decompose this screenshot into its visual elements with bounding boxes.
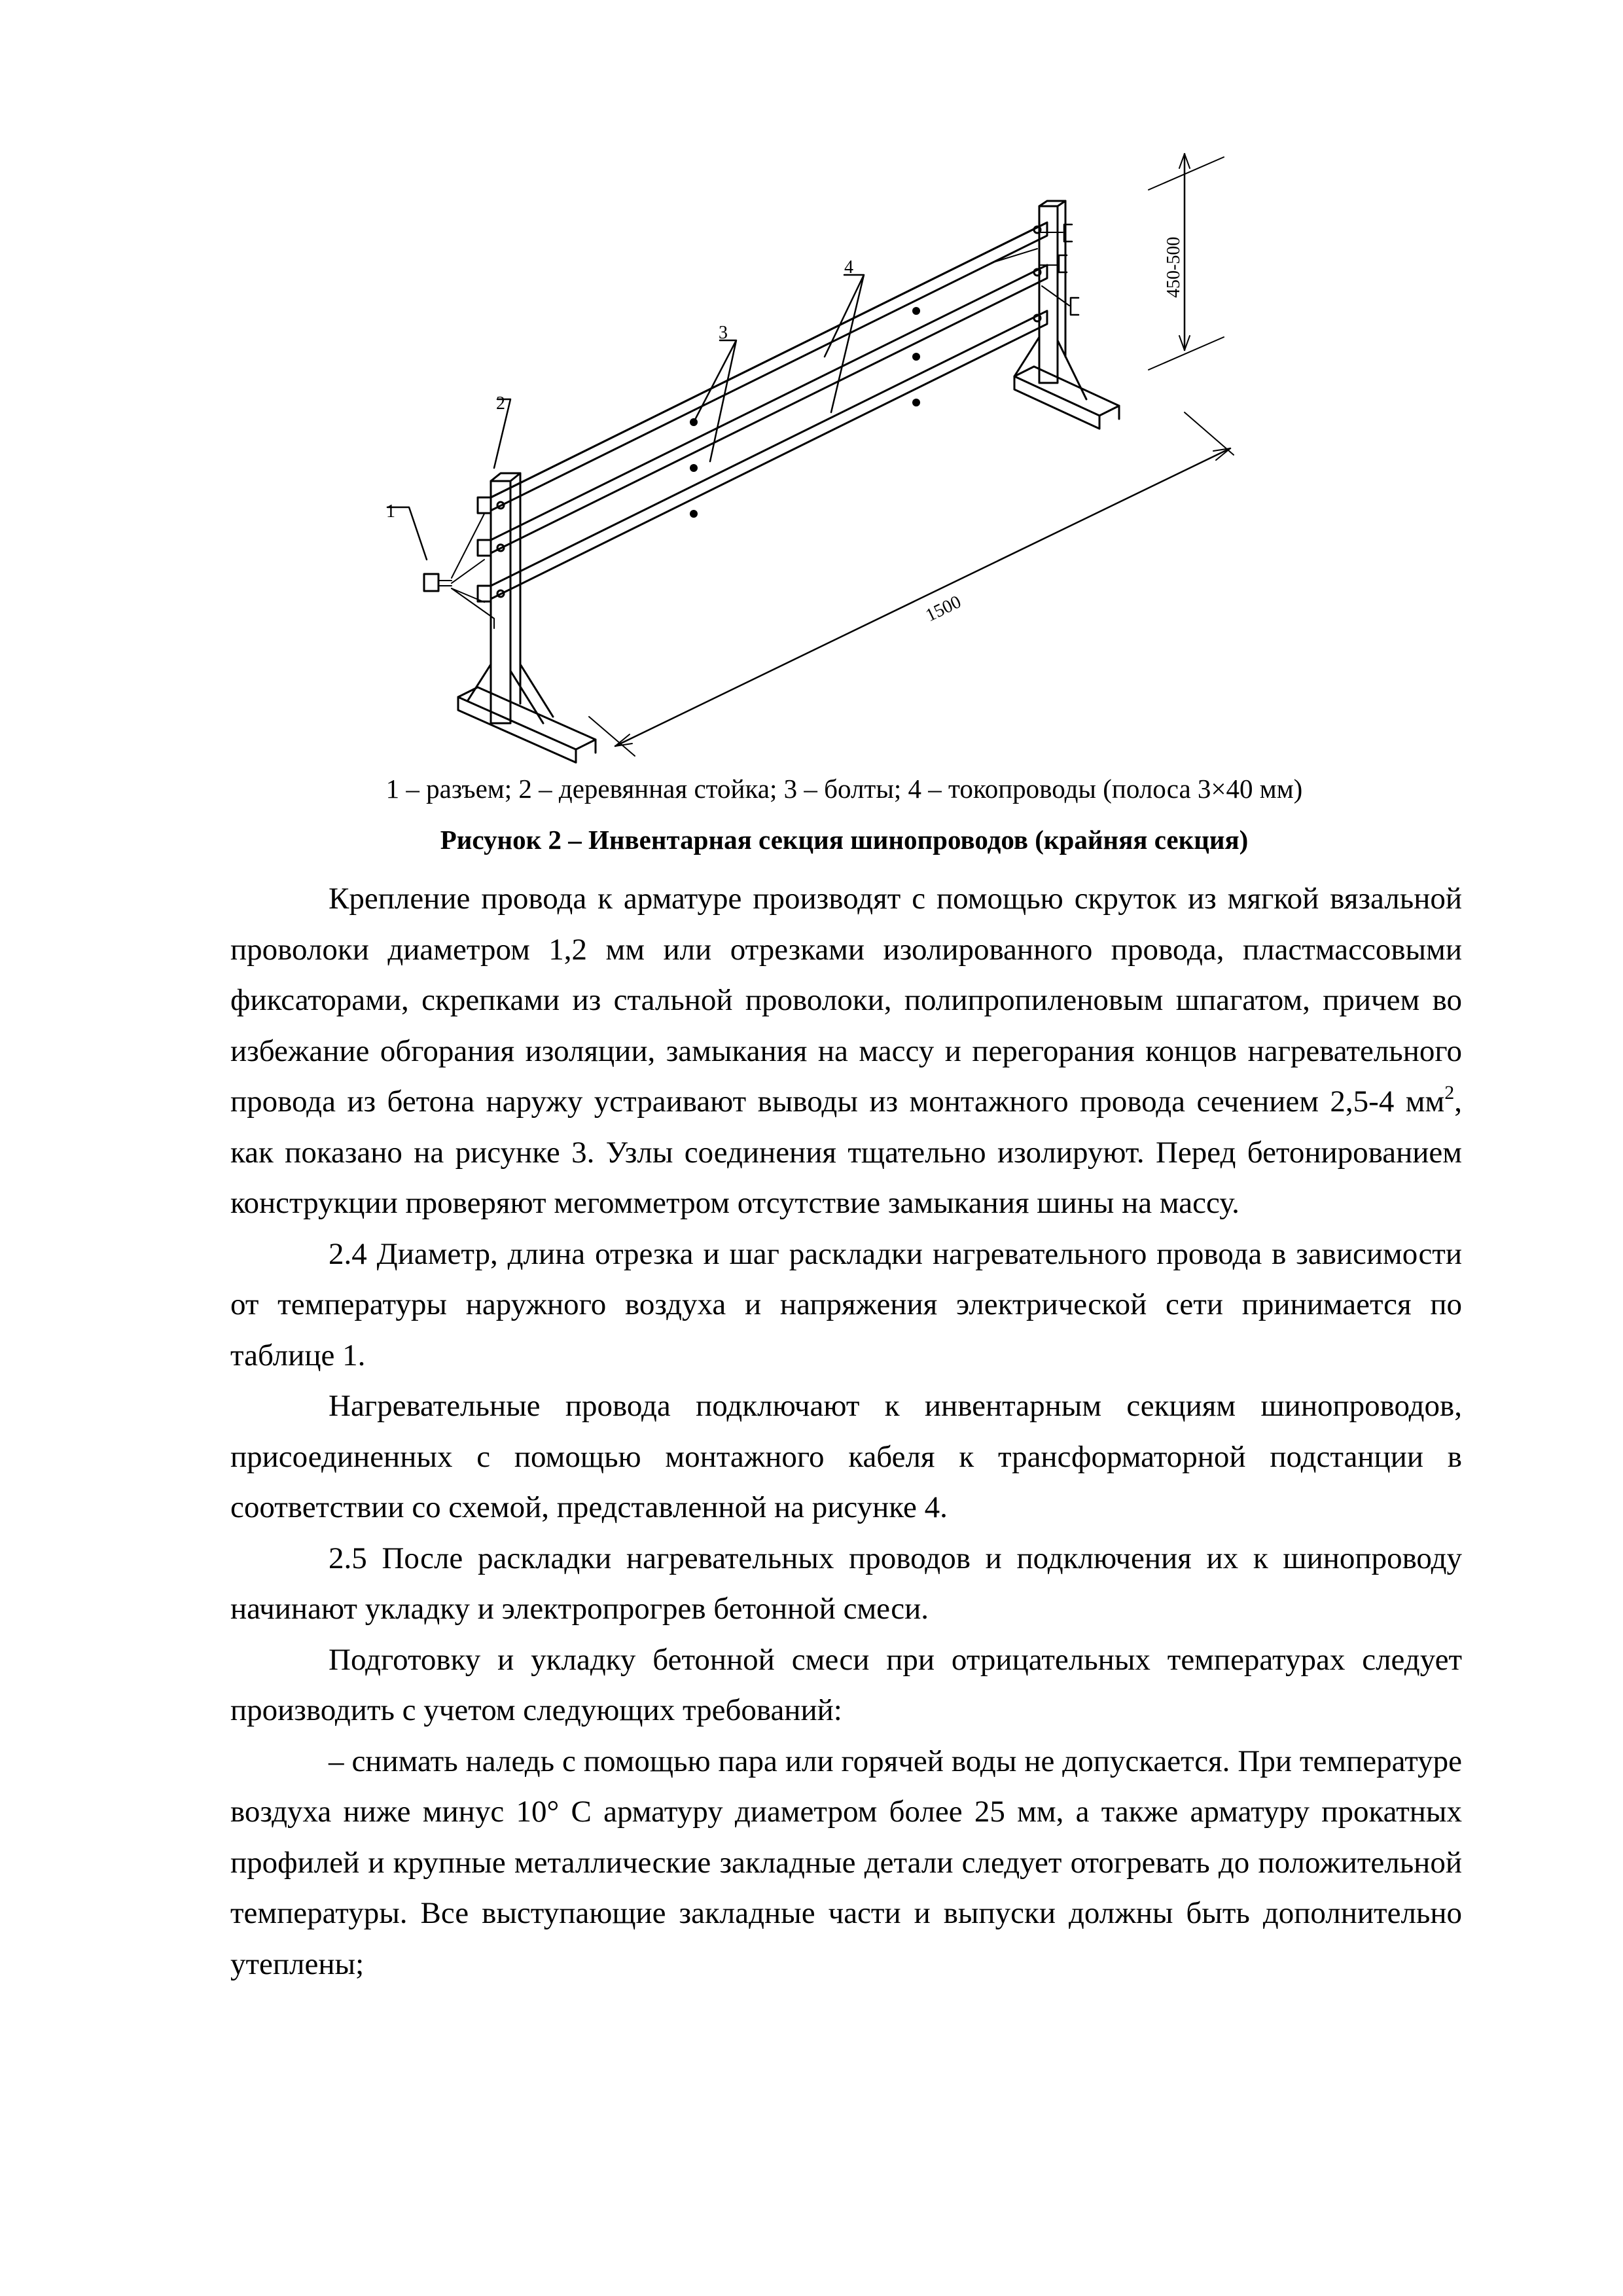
bolt (690, 510, 698, 518)
dim-height-ext-bottom (1149, 337, 1224, 370)
right-base (1014, 376, 1099, 429)
right-base-top (1014, 367, 1119, 416)
rail-hole (1034, 315, 1041, 321)
connector-wire-drop (452, 588, 494, 628)
callout-4-label: 4 (844, 257, 853, 278)
connector-pins (438, 581, 452, 586)
dim-length-label: 1500 (922, 592, 965, 626)
dim-height-label: 450-500 (1164, 236, 1184, 298)
left-base (458, 697, 576, 762)
paragraph-wire-fastening-part1: Крепление провода к арматуре производят с помощью скруток из мягкой вязальной проволоки диаметром 1,2 мм или отрезками изолированного провода, пластмассовыми фиксаторами, скрепками из стальной проволоки, полипропиленовым шпагатом, причем во избежание обгорания изоляции, замыкания на массу и перегорания концов нагревательного провода из бетона наружу устраивают выводы из монтажного провода сечением 2,5-4 мм (230, 882, 1462, 1119)
dim-length-arrow-right (1213, 448, 1230, 460)
right-braces (1014, 337, 1086, 399)
rail-middle-cap (478, 540, 491, 556)
rail-top (491, 223, 1047, 511)
section-symbol-bottom (1071, 298, 1079, 315)
rail-hole (1034, 269, 1041, 276)
busbar-rails (478, 223, 1047, 601)
dim-length-arrow-left (615, 734, 632, 746)
connector (424, 574, 438, 591)
paragraph-heating-wires: Нагревательные провода подключают к инвентарным секциям шинопроводов, присоединенных с помощью монтажного кабеля к трансформаторной подстанции в соответствии со схемой, представленной на рисунке 4. (230, 1389, 1462, 1524)
busbar-section-drawing (380, 141, 1309, 769)
left-post (491, 481, 510, 723)
bolt (912, 353, 920, 361)
paragraph-2-5: 2.5 После раскладки нагревательных проводов и подключения их к шинопроводу начинают укладку и электропрогрев бетонной смеси. (230, 1541, 1462, 1626)
rail-middle (491, 265, 1047, 553)
paragraph-wire-fastening (230, 874, 1462, 1229)
callout-4-leader (825, 275, 864, 412)
rail-top-edge (491, 223, 1047, 497)
bolt (912, 399, 920, 406)
callout-2-label: 2 (496, 393, 505, 414)
figure-title: Рисунок 2 – Инвентарная секция шинопроводов (крайняя секция) (440, 825, 1249, 855)
list-item-ice-removal: – снимать наледь с помощью пара или горячей воды не допускается. При температуре воздуха ниже минус 10° С арматуру диаметром более 25 мм, а также арматуру прокатных профилей и крупные металлические закладные детали следует отогревать до положительной температуры. Все выступающие закладные части и выпуски должны быть дополнительно утеплены; (230, 1744, 1462, 1981)
bolt (690, 464, 698, 472)
callout-3-label: 3 (719, 323, 728, 343)
paragraph-2-4: 2.4 Диаметр, длина отрезка и шаг раскладки нагревательного провода в зависимости от температуры наружного воздуха и напряжения электрической сети принимается по таблице 1. (230, 1236, 1462, 1372)
body-text (230, 874, 1462, 1990)
figure-legend: 1 – разъем; 2 – деревянная стойка; 3 – болты; 4 – токопроводы (полоса 3×40 мм) (385, 774, 1303, 804)
rail-bottom-cap (478, 586, 491, 601)
rail-top-cap (478, 497, 491, 513)
busbar-section-figure (380, 141, 1309, 769)
paragraph-requirements-intro: Подготовку и укладку бетонной смеси при отрицательных температурах следует производить с учетом следующих требований: (230, 1642, 1462, 1727)
rail-bottom (491, 311, 1047, 599)
callout-1-label: 1 (386, 501, 395, 522)
bolt (912, 307, 920, 315)
dim-length-line (615, 448, 1230, 746)
dim-height-ext-top (1149, 157, 1224, 190)
rail-hole (1034, 226, 1041, 233)
paragraph-wire-fastening-part2: , как показано на рисунке 3. Узлы соединения тщательно изолируют. Перед бетонированием конструкции проверяют мегомметром отсутствие замыкания шины на массу. (230, 1085, 1462, 1220)
superscript: 2 (1444, 1082, 1455, 1104)
connector-wires (452, 514, 484, 602)
left-post-top (491, 473, 520, 481)
